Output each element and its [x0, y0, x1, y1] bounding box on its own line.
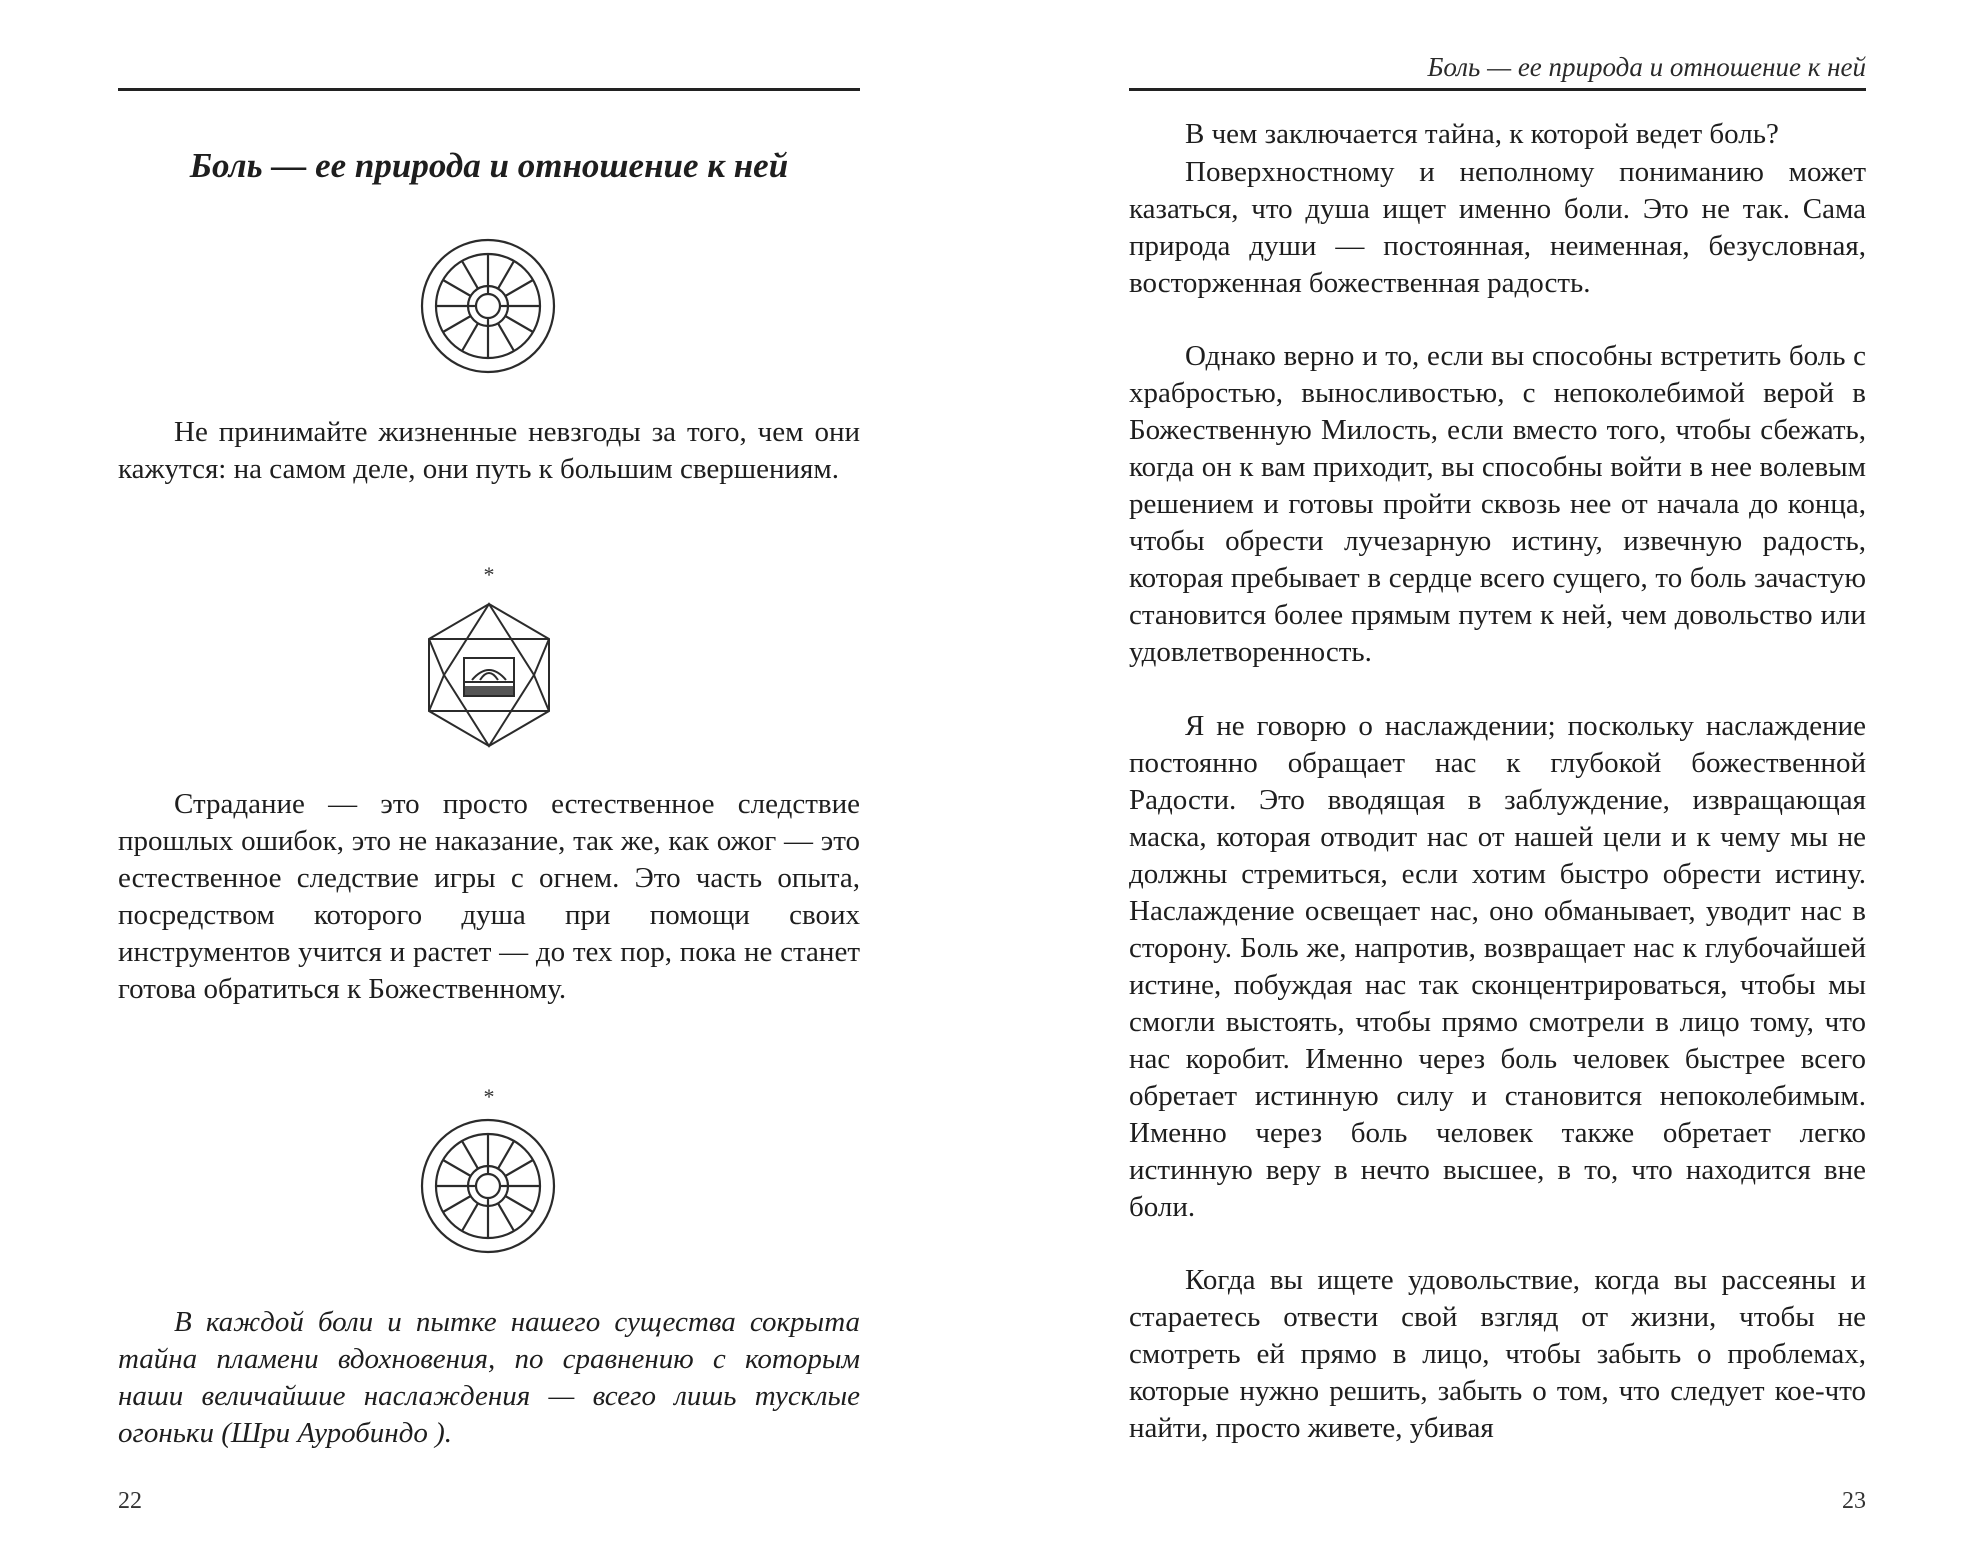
paragraph: Не принимайте жизненные невзгоды за того, чем они кажутся: на самом деле, они путь к большим свершениям.: [118, 416, 860, 485]
paragraph: Когда вы ищете удовольствие, когда вы рассеяны и стараетесь отвести свой взгляд от жизни, чтобы не смотреть ей прямо в лицо, чтобы забыть о проблемах, которые нужно решить, забыть о том, что следует кое-что найти, просто живете, убивая: [1129, 1264, 1866, 1444]
running-head: Боль — ее природа и отношение к ней: [1427, 52, 1866, 82]
paragraph: Я не говорю о наслаждении; поскольку наслаждение постоянно обращает нас к глубокой божественной Радости. Это вводящая в заблуждение, извращающая маска, которая отводит нас от нашей цели и к чему мы не должны стремиться, если хотим быстро обрести истину. Наслаждение освещает нас, оно обманывает, уводит нас в сторону. Боль же, напротив, возвращает нас к глубочайшей истине, побуждая нас так сконцентрироваться, чтобы мы смогли выстоять, чтобы прямо смотрели в лицо тому, что нас коробит. Именно через боль человек быстрее всего обретает истинную силу и становится непоколебимым. Именно через боль человек также обретает легко истинную веру в нечто высшее, в то, что находится вне боли.: [1129, 710, 1866, 1223]
page-number: 22: [118, 1488, 142, 1514]
left-page: [0, 0, 985, 1550]
paragraph: Поверхностному и неполному пониманию может казаться, что душа ищет именно боли. Это не так. Сама природа души — постоянная, неименная, безусловная, восторженная божественная радость.: [1129, 156, 1866, 299]
page-number: 23: [1842, 1488, 1866, 1514]
header-rule: [1129, 88, 1866, 91]
right-page: [985, 0, 1971, 1550]
octahedron-lotus-icon: [424, 602, 554, 748]
section-separator: *: [483, 562, 495, 587]
paragraph: Однако верно и то, если вы способны встретить боль с храбростью, выносливостью, с непоколебимой верой в Божественную Милость, если вместо того, чтобы сбежать, когда он к вам приходит, вы способны войти в нее волевым решением и готовы пройти сквозь нее от начала до конца, чтобы обрести лучезарную истину, извечную радость, которая пребывает в сердце всего сущего, то боль зачастую становится более прямым путем к ней, чем довольство или удовлетворенность.: [1129, 340, 1866, 668]
wheel-symbol-icon: [418, 236, 558, 376]
quote-paragraph: В каждой боли и пытке нашего существа сокрыта тайна пламени вдохновения, по сравнению с которым наши величайшие наслаждения — всего лишь тусклые огоньки (Шри Ауробиндо ).: [118, 1306, 860, 1449]
paragraph: Страдание — это просто естественное следствие прошлых ошибок, это не наказание, так же, как ожог — это естественное следствие игры с огнем. Это часть опыта, посредством которого душа при помощи своих инструментов учится и растет — до тех пор, пока не станет готова обратиться к Божественному.: [118, 788, 860, 1005]
chapter-title: Боль — ее природа и отношение к ней: [189, 146, 789, 185]
section-separator: *: [483, 1084, 495, 1109]
header-rule: [118, 88, 860, 91]
paragraph: В чем заключается тайна, к которой ведет боль?: [1185, 118, 1779, 150]
wheel-symbol-icon: [418, 1116, 558, 1256]
